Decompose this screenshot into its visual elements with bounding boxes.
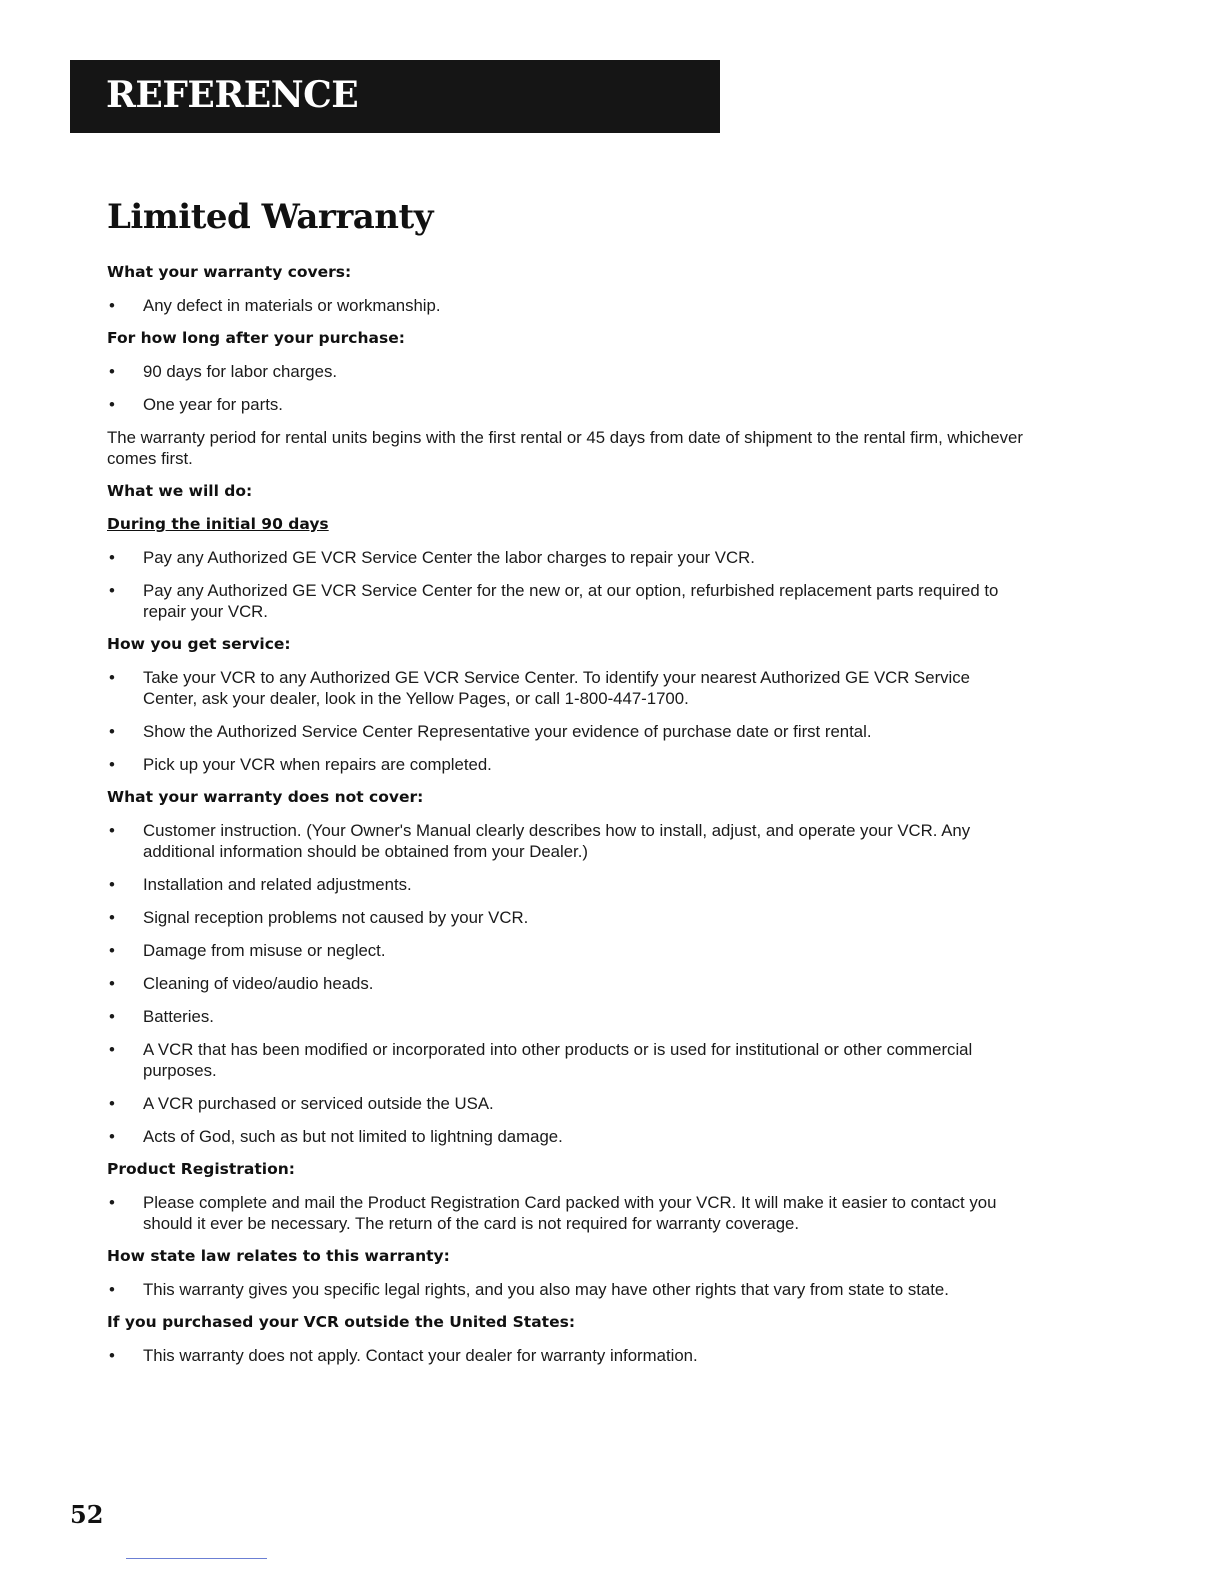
will-do-list xyxy=(107,547,1027,622)
list-item: • Batteries. xyxy=(107,1006,1027,1027)
not-cover-list xyxy=(107,820,1027,1147)
list-item: • Pick up your VCR when repairs are completed. xyxy=(107,754,1027,775)
service-heading: How you get service: xyxy=(107,635,291,653)
outside-us-list xyxy=(107,1345,1027,1366)
registration-list xyxy=(107,1192,1027,1234)
state-law-heading: How state law relates to this warranty: xyxy=(107,1247,450,1265)
initial-90-days-subheading: During the initial 90 days xyxy=(107,515,329,533)
outside-us-heading: If you purchased your VCR outside the United States: xyxy=(107,1313,576,1331)
service-list xyxy=(107,667,1027,775)
registration-heading: Product Registration: xyxy=(107,1160,295,1178)
covers-list xyxy=(107,295,1027,316)
section-banner-label: REFERENCE xyxy=(106,74,359,116)
list-item: • This warranty gives you specific legal rights, and you also may have other rights that vary from state to state. xyxy=(107,1279,1027,1300)
will-do-heading: What we will do: xyxy=(107,482,253,500)
state-law-list xyxy=(107,1279,1027,1300)
duration-heading: For how long after your purchase: xyxy=(107,329,405,347)
footer-divider xyxy=(126,1558,267,1559)
list-item: • This warranty does not apply. Contact your dealer for warranty information. xyxy=(107,1345,1027,1366)
list-item: • Cleaning of video/audio heads. xyxy=(107,973,1027,994)
list-item: • Acts of God, such as but not limited to lightning damage. xyxy=(107,1126,1027,1147)
page-title: Limited Warranty xyxy=(107,197,433,237)
list-item: • A VCR that has been modified or incorporated into other products or is used for institutional or other commercial purposes. xyxy=(107,1039,1027,1081)
list-item: • Please complete and mail the Product Registration Card packed with your VCR. It will make it easier to contact you should it ever be necessary. The return of the card is not required for warranty coverage. xyxy=(107,1192,1027,1234)
list-item: • Signal reception problems not caused by your VCR. xyxy=(107,907,1027,928)
warranty-content xyxy=(107,262,1027,1378)
rental-note: The warranty period for rental units begins with the first rental or 45 days from date of shipment to the rental firm, whichever comes first. xyxy=(107,428,1023,468)
list-item: • Any defect in materials or workmanship. xyxy=(107,295,1027,316)
list-item: • Damage from misuse or neglect. xyxy=(107,940,1027,961)
list-item: • Take your VCR to any Authorized GE VCR Service Center. To identify your nearest Authorized GE VCR Service Center, ask your dealer, look in the Yellow Pages, or call 1-800-447-1700. xyxy=(107,667,1027,709)
list-item: • One year for parts. xyxy=(107,394,1027,415)
covers-heading: What your warranty covers: xyxy=(107,263,352,281)
list-item: • A VCR purchased or serviced outside the USA. xyxy=(107,1093,1027,1114)
list-item: • Show the Authorized Service Center Representative your evidence of purchase date or first rental. xyxy=(107,721,1027,742)
list-item: • Pay any Authorized GE VCR Service Center the labor charges to repair your VCR. xyxy=(107,547,1027,568)
not-cover-heading: What your warranty does not cover: xyxy=(107,788,424,806)
list-item: • Customer instruction. (Your Owner's Manual clearly describes how to install, adjust, and operate your VCR. Any additional information should be obtained from your Dealer.) xyxy=(107,820,1027,862)
list-item: • 90 days for labor charges. xyxy=(107,361,1027,382)
page-number: 52 xyxy=(70,1500,104,1529)
duration-list xyxy=(107,361,1027,415)
list-item: • Pay any Authorized GE VCR Service Center for the new or, at our option, refurbished replacement parts required to repair your VCR. xyxy=(107,580,1027,622)
list-item: • Installation and related adjustments. xyxy=(107,874,1027,895)
section-banner xyxy=(70,60,720,133)
